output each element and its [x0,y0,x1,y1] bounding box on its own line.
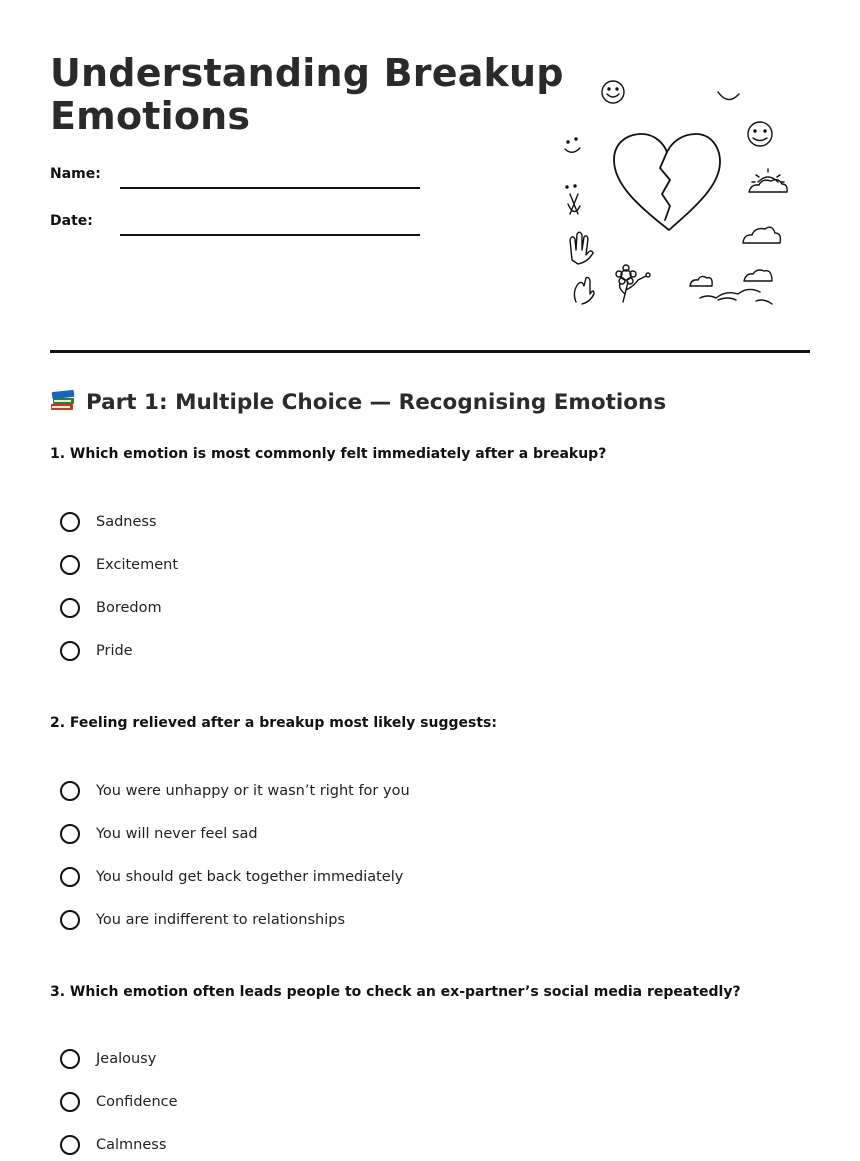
date-label: Date: [50,213,93,229]
option-label: You will never feel sad [96,826,258,842]
question-2-option-4[interactable] [60,908,345,932]
landscape-clouds-icon [690,270,772,304]
radio-button[interactable] [60,910,80,930]
option-label: Jealousy [96,1051,157,1067]
part-1-title [50,388,666,415]
radio-button[interactable] [60,824,80,844]
radio-button[interactable] [60,1135,80,1155]
flower-icon [616,265,650,302]
books-icon [50,388,76,412]
radio-button[interactable] [60,1049,80,1069]
question-2: 2. Feeling relieved after a breakup most likely suggests: [50,715,497,731]
smiley-face-icon [602,81,624,103]
name-label: Name: [50,166,101,182]
option-label: Boredom [96,600,162,616]
option-label: Confidence [96,1094,178,1110]
radio-button[interactable] [60,598,80,618]
radio-button[interactable] [60,867,80,887]
radio-button[interactable] [60,555,80,575]
option-label: Excitement [96,557,179,573]
broken-heart-icon [614,134,720,230]
question-1-option-1[interactable] [60,510,157,534]
option-label: You should get back together immediately [96,869,404,885]
question-3: 3. Which emotion often leads people to check an ex-partner’s social media repeatedly? [50,984,741,1000]
title-line-2: Emotions [50,94,251,138]
question-2-option-2[interactable] [60,822,258,846]
question-1-option-2[interactable] [60,553,178,577]
waving-hand-icon [574,277,594,304]
question-1: 1. Which emotion is most commonly felt immediately after a breakup? [50,446,607,462]
radio-button[interactable] [60,781,80,801]
question-2-option-3[interactable] [60,865,403,889]
small-face-icon [565,138,580,152]
radio-button[interactable] [60,512,80,532]
question-1-option-4[interactable] [60,639,133,663]
title-line-1: Understanding Breakup [50,51,564,95]
question-3-option-1[interactable] [60,1047,156,1071]
option-label: Sadness [96,514,157,530]
name-field[interactable] [120,187,420,189]
worksheet-title [50,52,564,138]
breakup-illustration [548,72,798,312]
question-3-option-2[interactable] [60,1090,178,1114]
option-label: You were unhappy or it wasn’t right for you [96,783,410,799]
tiny-figure-icon [566,185,580,214]
option-label: Pride [96,643,133,659]
smile-arc-icon [718,92,739,100]
question-3-option-3[interactable] [60,1133,166,1157]
smiley-face-icon [748,122,772,146]
option-label: You are indifferent to relationships [96,912,346,928]
date-field[interactable] [120,234,420,236]
radio-button[interactable] [60,1092,80,1112]
radio-button[interactable] [60,641,80,661]
option-label: Calmness [96,1137,167,1153]
cloud-icon [743,227,780,243]
question-1-option-3[interactable] [60,596,162,620]
section-divider [50,350,810,353]
hand-icon [570,232,593,264]
sun-icon [749,169,787,192]
question-2-option-1[interactable] [60,779,410,803]
part-1-title-text: Part 1: Multiple Choice — Recognising Emotions [86,390,667,415]
